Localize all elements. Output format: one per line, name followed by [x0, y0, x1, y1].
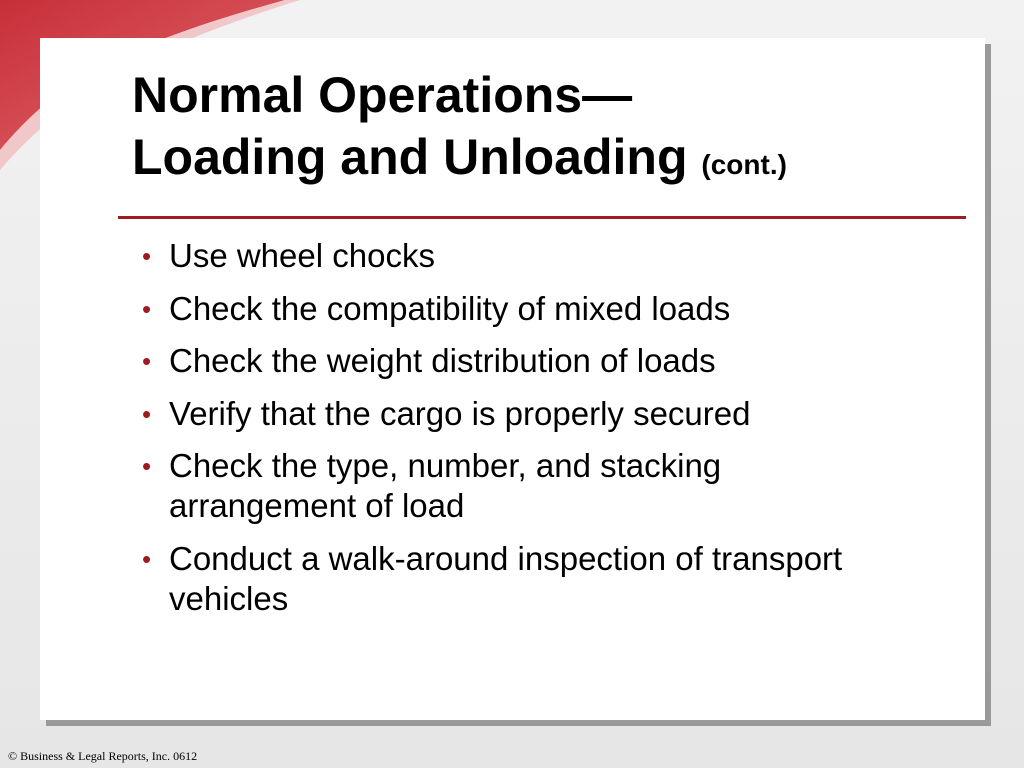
bullet-item — [142, 539, 902, 619]
slide-title — [132, 64, 787, 196]
bullet-marker: • — [142, 293, 152, 324]
bullet-item — [142, 341, 902, 381]
title-line-1: Normal Operations— — [132, 67, 633, 123]
bullet-marker: • — [142, 241, 152, 271]
bullet-marker: • — [142, 543, 152, 574]
bullet-text: Use wheel chocks — [169, 237, 435, 274]
title-line-2 — [132, 126, 787, 196]
bullet-text: Verify that the cargo is properly secured — [169, 394, 751, 432]
title-cont-suffix: (cont.) — [701, 149, 787, 180]
bullet-item — [142, 394, 902, 434]
bullet-marker: • — [142, 398, 152, 429]
bullet-text: Check the compatibility of mixed loads — [169, 289, 731, 327]
bullet-item — [142, 236, 902, 276]
bullet-marker: • — [142, 451, 152, 481]
copyright-footer: © Business & Legal Reports, Inc. 0612 — [8, 749, 198, 763]
bullet-marker: • — [142, 346, 152, 376]
bullet-list — [142, 236, 902, 631]
title-divider — [118, 216, 966, 219]
bullet-item — [142, 289, 902, 329]
bullet-item — [142, 446, 902, 526]
bullet-text: Check the weight distribution of loads — [169, 342, 716, 379]
bullet-text: Conduct a walk-around inspection of transport vehicles — [169, 539, 843, 617]
title-line-2-text: Loading and Unloading — [132, 129, 688, 185]
bullet-text: Check the type, number, and stacking arrangement of load — [169, 447, 722, 524]
